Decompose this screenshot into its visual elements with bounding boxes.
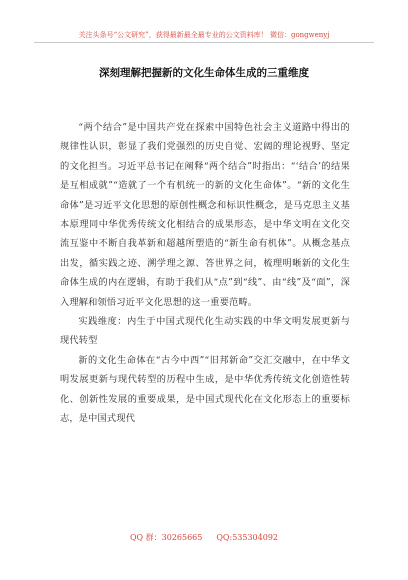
paragraph-section-body: 新的文化生命体在“古今中西”“旧邦新命”交汇交融中，在中华文明发展更新与现代转型的历程中生成，是中华优秀传统文化创造性转化、创新性发展的重要成果，是中国式现代化在文化形态上的重要标志，是中国式现代 <box>60 354 350 425</box>
document-title: 深刻理解把握新的文化生命体生成的三重维度 <box>99 67 309 79</box>
footer-qq-group: QQ 群：30265665 <box>129 533 203 542</box>
footer-contact <box>34 532 374 544</box>
header-divider <box>34 42 374 43</box>
paragraph-intro: “两个结合”是中国共产党在探索中国特色社会主义道路中得出的规律性认识，彰显了我们党强烈的历史自觉、宏阔的理论视野、坚定的文化担当。习近平总书记在阐释“两个结合”时指出：“‘结合’的结果是互相成就”“造就了一个有机统一的新的文化生命体”。“新的文化生命体”是习近平文化思想的原创性概念和标识性概念，是马克思主义基本原理同中华优秀传统文化相结合的成果形态，是中华文明在文化交流互鉴中不断自我革新和超越所塑造的“新生命有机体”。从概念基点出发，循实践之迹、溯学理之源、答世界之问，梳理明晰新的文化生命体生成的内在逻辑，有助于我们从“点”到“线”、由“线”及“面”，深入理解和领悟习近平文化思想的这一重要范畴。 <box>60 122 350 308</box>
footer-qq: QQ:535304092 <box>216 533 278 542</box>
header-promo-note: 关注头条号“公文研究”，获得最新最全最专业的公文资料库！ 微信：gongwenyj <box>78 31 330 39</box>
paragraph-section-heading: 实践维度：内生于中国式现代化生动实践的中华文明发展更新与现代转型 <box>60 316 350 347</box>
document-body <box>60 118 350 429</box>
